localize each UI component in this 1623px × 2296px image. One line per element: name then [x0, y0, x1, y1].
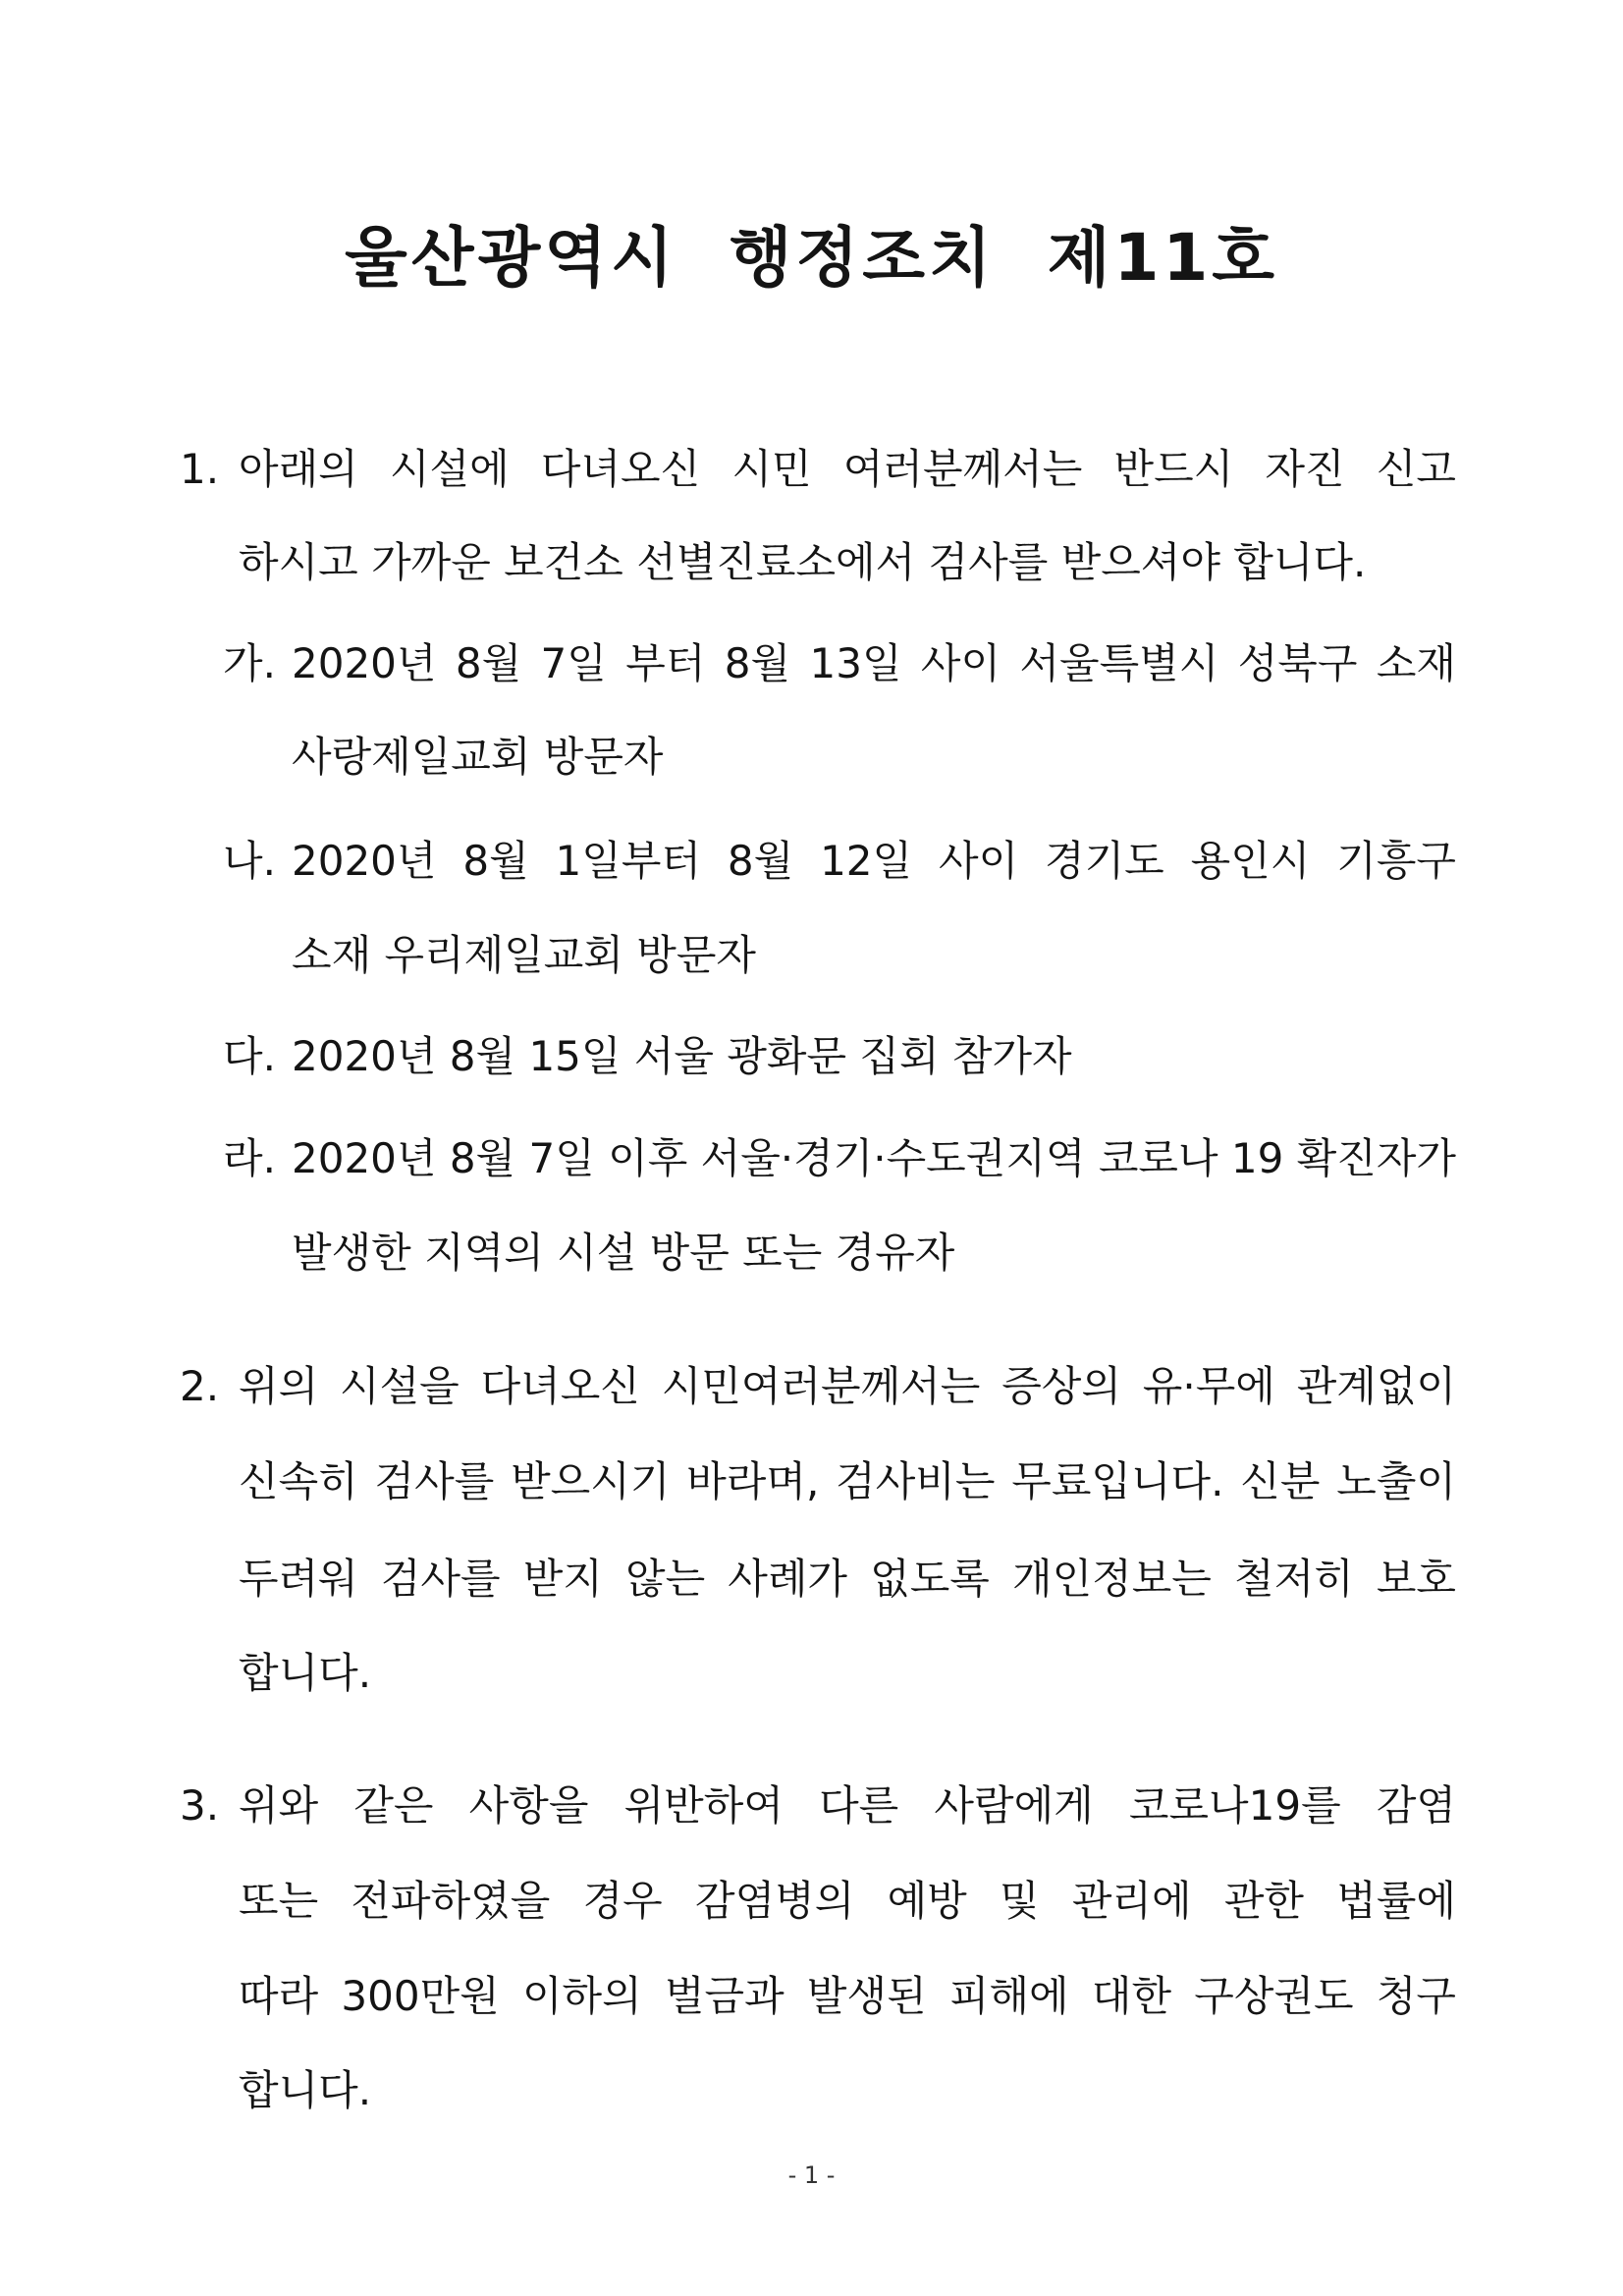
item-2-line-1: 위의 시설을 다녀오신 시민여러분께서는 증상의 유·무에 관계없이	[239, 1362, 1456, 1410]
item-2-line-2: 신속히 검사를 받으시기 바라며, 검사비는 무료입니다. 신분 노출이	[239, 1457, 1456, 1505]
sub-na-line-2: 소재 우리제일교회 방문자	[292, 931, 756, 979]
sub-da-label: 다.	[223, 1032, 276, 1080]
item-2-line-4: 합니다.	[239, 1649, 372, 1697]
item-3-line-2: 또는 전파하였을 경우 감염병의 예방 및 관리에 관한 법률에	[239, 1877, 1456, 1925]
item-2-number: 2.	[180, 1362, 220, 1410]
sub-da-line-1: 2020년 8월 15일 서울 광화문 집회 참가자	[292, 1032, 1072, 1080]
item-1-line-2: 하시고 가까운 보건소 선별진료소에서 검사를 받으셔야 합니다.	[239, 538, 1367, 586]
item-3-number: 3.	[180, 1781, 220, 1830]
item-1-number: 1.	[180, 445, 220, 493]
page-number: - 1 -	[787, 2161, 836, 2189]
sub-ga-line-2: 사랑제일교회 방문자	[292, 733, 664, 781]
sub-na-line-1: 2020년 8월 1일부터 8월 12일 사이 경기도 용인시 기흥구	[292, 837, 1456, 885]
sub-ra-line-2: 발생한 지역의 시설 방문 또는 경유자	[292, 1229, 955, 1277]
item-3-line-1: 위와 같은 사항을 위반하여 다른 사람에게 코로나19를 감염	[239, 1781, 1456, 1830]
page-title: 울산광역시 행정조치 제11호	[344, 220, 1279, 296]
sub-ra-label: 라.	[223, 1134, 276, 1182]
item-3-line-4: 합니다.	[239, 2066, 372, 2114]
sub-na-label: 나.	[223, 837, 276, 885]
sub-ga-line-1: 2020년 8월 7일 부터 8월 13일 사이 서울특별시 성북구 소재	[292, 639, 1456, 687]
item-2-line-3: 두려워 검사를 받지 않는 사례가 없도록 개인정보는 철저히 보호	[239, 1555, 1456, 1603]
item-1-line-1: 아래의 시설에 다녀오신 시민 여러분께서는 반드시 자진 신고	[239, 445, 1456, 493]
item-3-line-3: 따라 300만원 이하의 벌금과 발생된 피해에 대한 구상권도 청구	[239, 1972, 1456, 2020]
sub-ga-label: 가.	[223, 639, 276, 687]
sub-ra-line-1: 2020년 8월 7일 이후 서울·경기·수도권지역 코로나 19 확진자가	[292, 1134, 1456, 1182]
